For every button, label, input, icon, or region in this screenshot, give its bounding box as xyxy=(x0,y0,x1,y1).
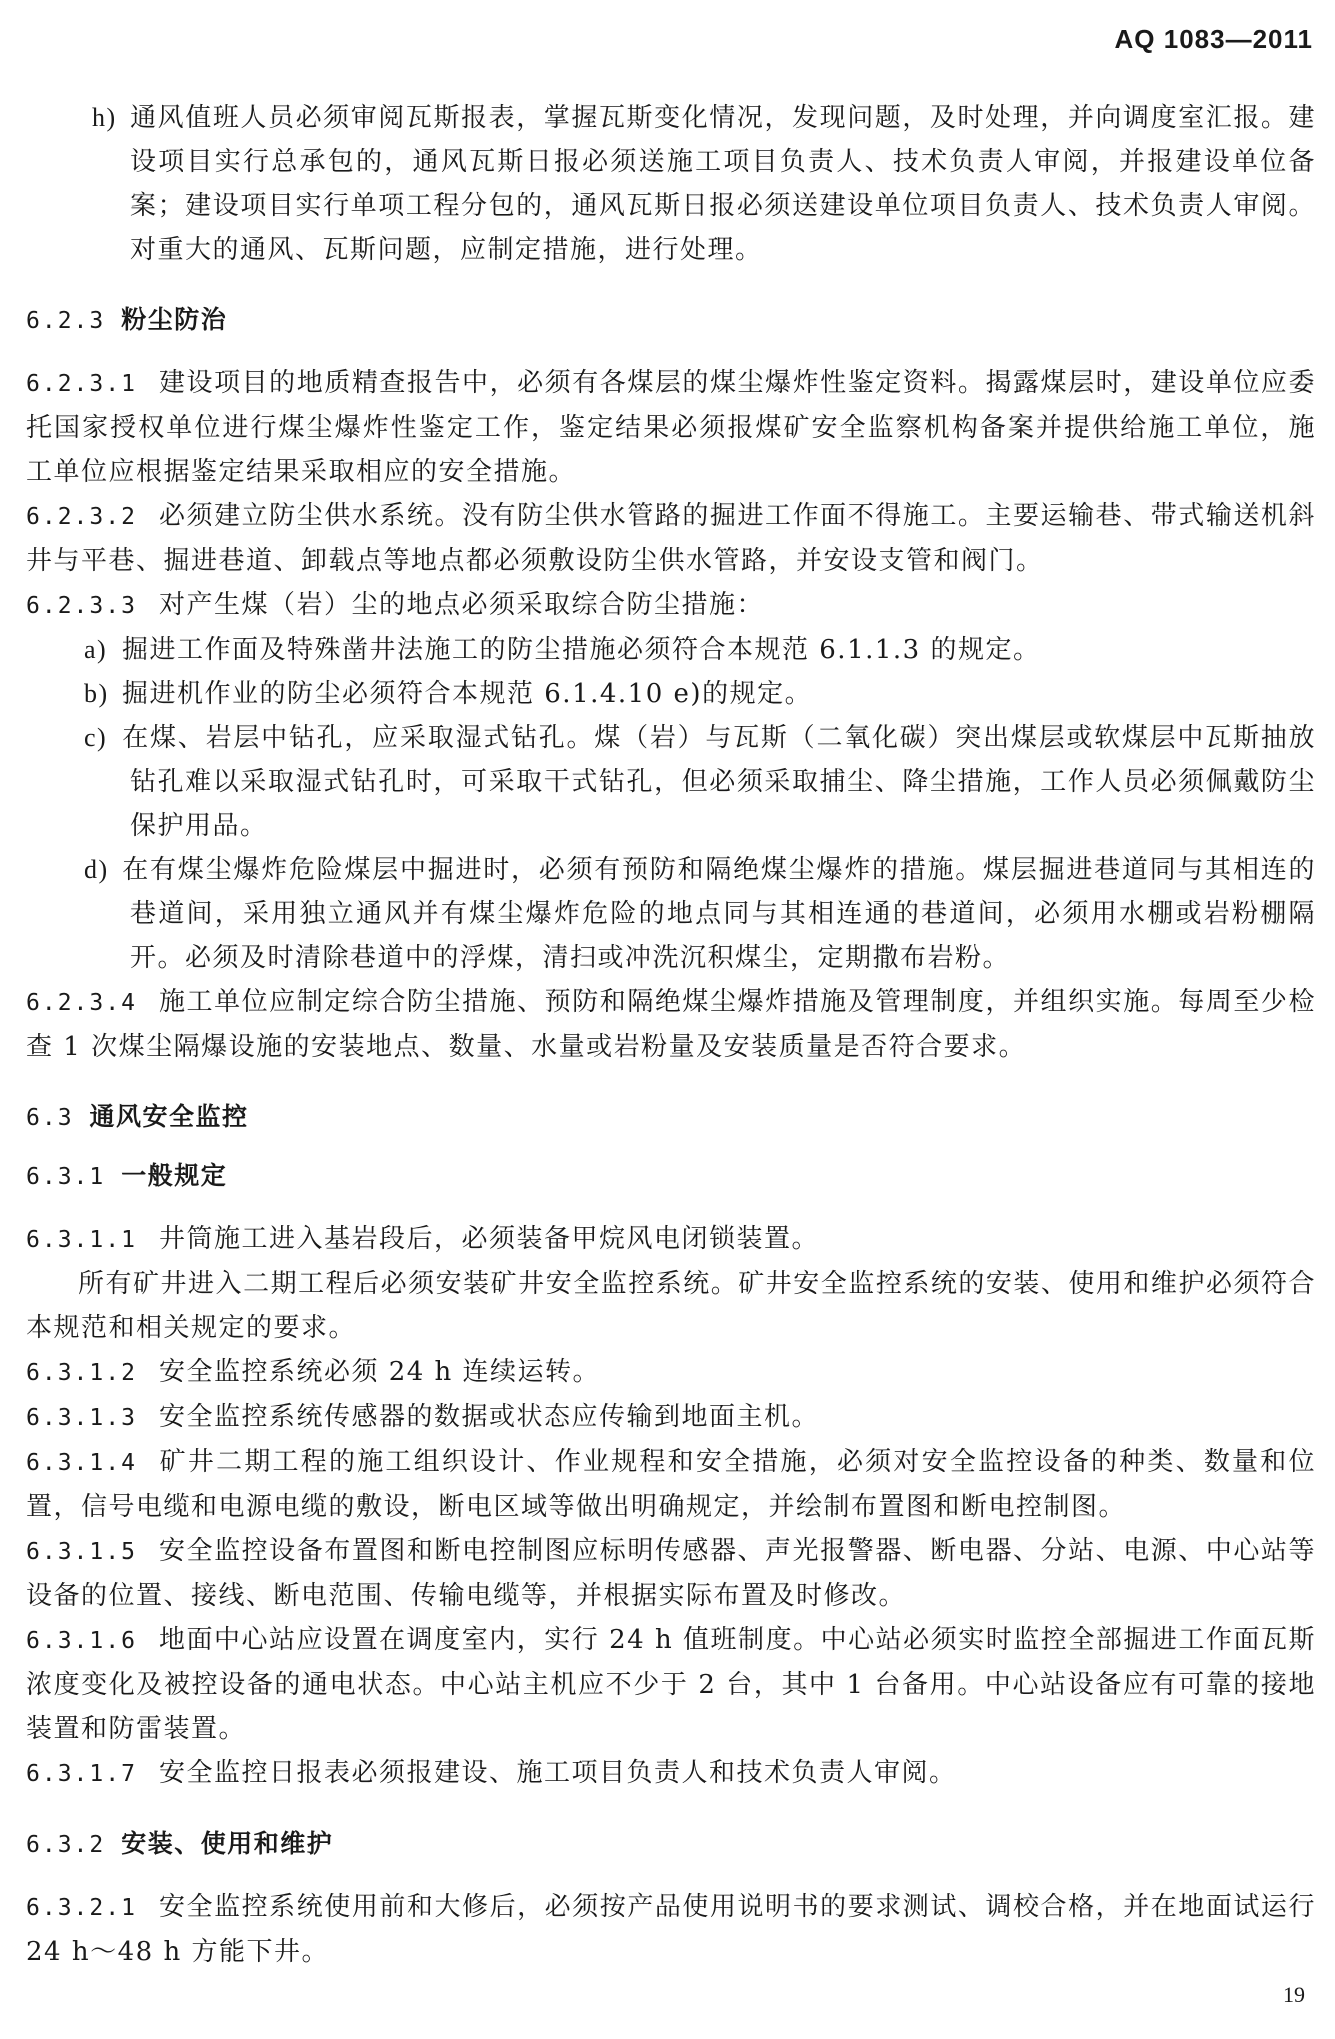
section-number: 6.3 xyxy=(26,1105,74,1131)
list-item-h xyxy=(26,96,1316,272)
clause-6-3-1-5 xyxy=(26,1529,1316,1618)
clause-text: 安全监控系统必须 24 h 连续运转。 xyxy=(158,1357,601,1387)
clause-6-2-3-1 xyxy=(26,361,1316,494)
clause-text: 安全监控系统传感器的数据或状态应传输到地面主机。 xyxy=(158,1402,819,1432)
list-letter: a) xyxy=(84,635,108,664)
clause-text: 安全监控日报表必须报建设、施工项目负责人和技术负责人审阅。 xyxy=(158,1758,957,1788)
clause-number: 6.3.2.1 xyxy=(26,1895,137,1921)
clause-number: 6.3.1.5 xyxy=(26,1539,137,1565)
section-title: 一般规定 xyxy=(121,1161,228,1190)
list-item-a xyxy=(26,628,1316,672)
clause-number: 6.2.3.4 xyxy=(26,990,137,1016)
clause-6-3-1-7 xyxy=(26,1751,1316,1796)
list-text: 在有煤尘爆炸危险煤层中掘进时，必须有预防和隔绝煤尘爆炸的措施。煤层掘进巷道同与其相连的巷道间，采用独立通风并有煤尘爆炸危险的地点同与其相连通的巷道间，必须用水棚或岩粉棚隔开。必须及时清除巷道中的浮煤，清扫或冲洗沉积煤尘，定期撒布岩粉。 xyxy=(122,855,1316,973)
clause-6-3-2-1 xyxy=(26,1885,1316,1974)
list-letter: c) xyxy=(84,723,108,752)
clause-6-3-1-4 xyxy=(26,1440,1316,1529)
clause-number: 6.3.1.2 xyxy=(26,1360,137,1386)
clause-6-3-1-3 xyxy=(26,1395,1316,1440)
clause-6-3-1-6 xyxy=(26,1618,1316,1751)
clause-text: 安全监控系统使用前和大修后，必须按产品使用说明书的要求测试、调校合格，并在地面试运行 24 h～48 h 方能下井。 xyxy=(26,1892,1316,1967)
list-text: 掘进工作面及特殊凿井法施工的防尘措施必须符合本规范 6.1.1.3 的规定。 xyxy=(122,635,1041,665)
clause-text: 地面中心站应设置在调度室内，实行 24 h 值班制度。中心站必须实时监控全部掘进工作面瓦斯浓度变化及被控设备的通电状态。中心站主机应不少于 2 台，其中 1 台备用。中心站设备应有可靠的接地装置和防雷装置。 xyxy=(26,1625,1316,1744)
clause-6-2-3-3 xyxy=(26,583,1316,628)
section-number: 6.2.3 xyxy=(26,308,106,334)
clause-6-2-3-4 xyxy=(26,980,1316,1069)
clause-number: 6.3.1.1 xyxy=(26,1227,137,1253)
list-item-b xyxy=(26,672,1316,716)
section-number: 6.3.2 xyxy=(26,1832,106,1858)
list-item-c xyxy=(26,716,1316,848)
clause-6-2-3-2 xyxy=(26,494,1316,583)
section-title: 通风安全监控 xyxy=(89,1102,249,1131)
standard-code: AQ 1083—2011 xyxy=(1114,24,1313,54)
page-number: 19 xyxy=(1283,1982,1305,2007)
clause-text: 建设项目的地质精查报告中，必须有各煤层的煤尘爆炸性鉴定资料。揭露煤层时，建设单位应委托国家授权单位进行煤尘爆炸性鉴定工作，鉴定结果必须报煤矿安全监察机构备案并提供给施工单位，施工单位应根据鉴定结果采取相应的安全措施。 xyxy=(26,368,1316,487)
clause-number: 6.2.3.1 xyxy=(26,371,137,397)
clause-text: 必须建立防尘供水系统。没有防尘供水管路的掘进工作面不得施工。主要运输巷、带式输送机斜井与平巷、掘进巷道、卸载点等地点都必须敷设防尘供水管路，并安设支管和阀门。 xyxy=(26,501,1316,576)
section-number: 6.3.1 xyxy=(26,1164,106,1190)
list-letter: d) xyxy=(84,855,109,884)
clause-number: 6.2.3.3 xyxy=(26,593,137,619)
document-body xyxy=(26,96,1316,1974)
list-text: 掘进机作业的防尘必须符合本规范 6.1.4.10 e)的规定。 xyxy=(122,679,813,709)
section-heading-6-3-1 xyxy=(26,1154,1316,1199)
clause-text: 井筒施工进入基岩段后，必须装备甲烷风电闭锁装置。 xyxy=(158,1224,819,1254)
list-text: 在煤、岩层中钻孔，应采取湿式钻孔。煤（岩）与瓦斯（二氧化碳）突出煤层或软煤层中瓦斯抽放钻孔难以采取湿式钻孔时，可采取干式钻孔，但必须采取捕尘、降尘措施，工作人员必须佩戴防尘保护用品。 xyxy=(122,723,1316,841)
clause-number: 6.3.1.3 xyxy=(26,1405,137,1431)
section-heading-6-3-2 xyxy=(26,1822,1316,1867)
section-title: 安装、使用和维护 xyxy=(121,1829,334,1858)
clause-number: 6.3.1.6 xyxy=(26,1628,137,1654)
list-text: 通风值班人员必须审阅瓦斯报表，掌握瓦斯变化情况，发现问题，及时处理，并向调度室汇报。建设项目实行总承包的，通风瓦斯日报必须送施工项目负责人、技术负责人审阅，并报建设单位备案；建设项目实行单项工程分包的，通风瓦斯日报必须送建设单位项目负责人、技术负责人审阅。对重大的通风、瓦斯问题，应制定措施，进行处理。 xyxy=(130,103,1316,265)
clause-text: 施工单位应制定综合防尘措施、预防和隔绝煤尘爆炸措施及管理制度，并组织实施。每周至少检查 1 次煤尘隔爆设施的安装地点、数量、水量或岩粉量及安装质量是否符合要求。 xyxy=(26,987,1316,1062)
section-heading-6-3 xyxy=(26,1095,1316,1140)
clause-number: 6.2.3.2 xyxy=(26,504,137,530)
section-heading-6-2-3 xyxy=(26,298,1316,343)
list-letter: b) xyxy=(84,679,109,708)
clause-text: 对产生煤（岩）尘的地点必须采取综合防尘措施： xyxy=(158,590,764,620)
clause-number: 6.3.1.4 xyxy=(26,1450,137,1476)
clause-6-3-1-2 xyxy=(26,1350,1316,1395)
clause-text: 安全监控设备布置图和断电控制图应标明传感器、声光报警器、断电器、分站、电源、中心站等设备的位置、接线、断电范围、传输电缆等，并根据实际布置及时修改。 xyxy=(26,1536,1316,1611)
section-title: 粉尘防治 xyxy=(121,305,228,334)
clause-6-3-1-1 xyxy=(26,1217,1316,1262)
clause-number: 6.3.1.7 xyxy=(26,1761,137,1787)
paragraph-6-3-1-1: 所有矿井进入二期工程后必须安装矿井安全监控系统。矿井安全监控系统的安装、使用和维护必须符合本规范和相关规定的要求。 xyxy=(26,1269,1316,1343)
clause-text: 矿井二期工程的施工组织设计、作业规程和安全措施，必须对安全监控设备的种类、数量和位置，信号电缆和电源电缆的敷设，断电区域等做出明确规定，并绘制布置图和断电控制图。 xyxy=(26,1447,1316,1522)
list-letter: h) xyxy=(92,103,117,132)
list-item-d xyxy=(26,848,1316,980)
